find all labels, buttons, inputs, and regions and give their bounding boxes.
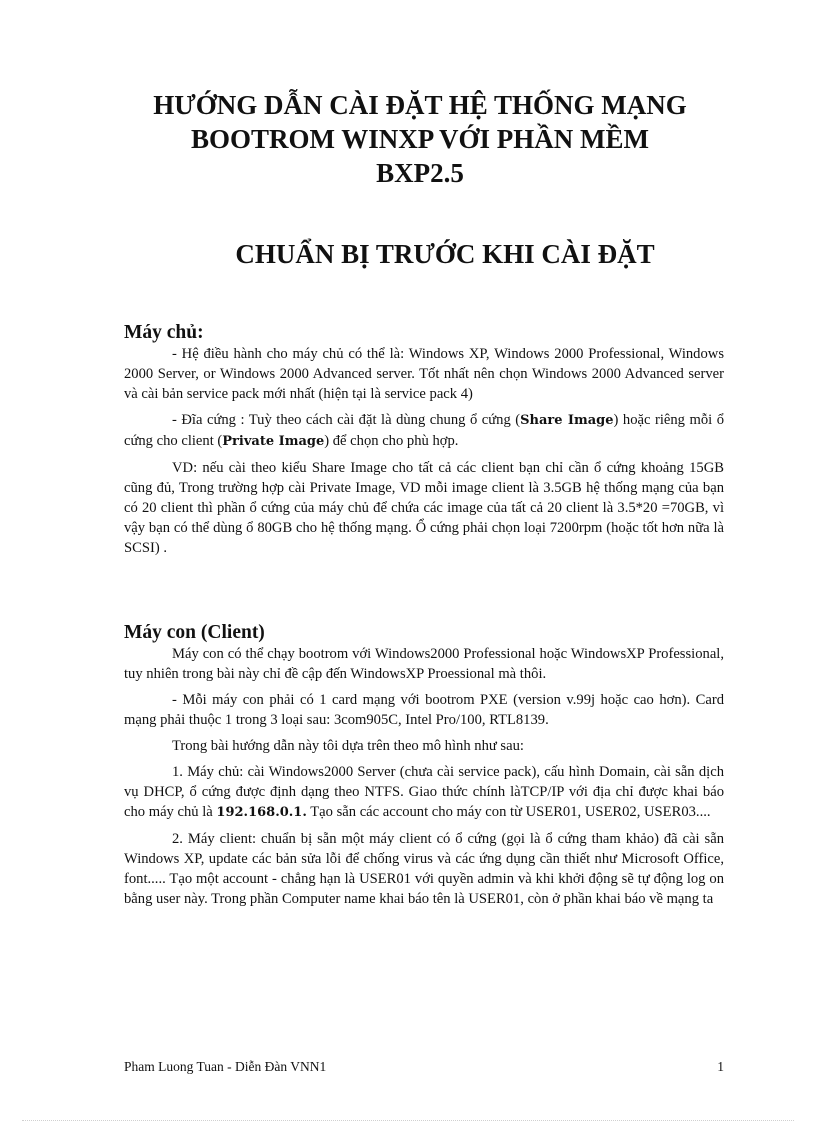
footer-author: Pham Luong Tuan - Diễn Đàn VNN1 <box>124 1059 327 1074</box>
section-title: CHUẨN BỊ TRƯỚC KHI CÀI ĐẶT <box>235 239 655 269</box>
server-example-paragraph: VD: nếu cài theo kiểu Share Image cho tất cả các client bạn chỉ cần ổ cứng khoảng 15GB cũng đủ, Trong trường hợp cài Private Image, VD mỗi image client là 3.5GB hệ thống mạng của bạn có 20 client thì phần ổ cứng của máy chủ để chứa các image của tất cả 20 client là 3.5*20 =70GB, vì vậy bạn có thể dùng ổ 80GB cho hệ thống mạng. Ổ cứng phải chọn loại 7200rpm (hoặc tốt hơn nữa là SCSI) . <box>124 460 724 556</box>
client-section <box>124 621 724 909</box>
server-ip-address: 192.168.0.1. <box>216 805 307 820</box>
server-setup-paragraph: 1. Máy chủ: cài Windows2000 Server (chưa cài service pack), cấu hình Domain, cài sẵn dịch vụ DHCP, ổ cứng được định dạng theo NTFS. Giao thức chính làTCP/IP với địa chỉ được khai báo cho máy chủ là 192.168.0.1. Tạo sẵn các account cho máy con từ USER01, USER02, USER03.... <box>124 764 724 820</box>
title-line-1: HƯỚNG DẪN CÀI ĐẶT HỆ THỐNG MẠNG <box>153 90 687 120</box>
server-os-paragraph: - Hệ điều hành cho máy chủ có thể là: Windows XP, Windows 2000 Professional, Windows 2000 Server, or Windows 2000 Advanced server. Tốt nhất nên chọn Windows 2000 Advanced server và cài bản service pack mới nhất (hiện tại là service pack 4) <box>124 346 724 402</box>
client-heading: Máy con (Client) <box>124 622 265 643</box>
page-edge-divider <box>22 1120 794 1121</box>
server-section <box>124 321 724 558</box>
page-number: 1 <box>717 1059 724 1074</box>
client-setup-paragraph: 2. Máy client: chuẩn bị sẵn một máy client có ổ cứng (gọi là ổ cứng tham khảo) đã cài sẵn Windows XP, update các bản sửa lỗi để chống virus và các ứng dụng cần thiết như Microsoft Office, font..... Tạo một account - chẳng hạn là USER01 với quyền admin và khi khởi động sẽ tự động log on bằng user này. Trong phần Computer name khai báo tên là USER01, còn ở phần khai báo về mạng ta <box>124 831 724 907</box>
page-footer <box>124 1058 724 1076</box>
share-image-term: Share Image <box>520 413 614 428</box>
document-title <box>110 88 730 190</box>
title-line-3: BXP2.5 <box>376 158 464 188</box>
client-os-paragraph: Máy con có thể chạy bootrom với Windows2000 Professional hoặc WindowsXP Professional, tuy nhiên trong bài này chỉ đề cập đến WindowsXP Proessional mà thôi. <box>124 646 724 682</box>
client-nic-paragraph: - Mỗi máy con phải có 1 card mạng với bootrom PXE (version v.99j hoặc cao hơn). Card mạng phải thuộc 1 trong 3 loại sau: 3com905C, Intel Pro/100, RTL8139. <box>124 692 724 728</box>
server-heading: Máy chủ: <box>124 322 204 343</box>
private-image-term: Private Image <box>222 434 325 449</box>
model-intro-paragraph: Trong bài hướng dẫn này tôi dựa trên theo mô hình như sau: <box>172 738 524 754</box>
title-line-2: BOOTROM WINXP VỚI PHẦN MỀM <box>190 124 649 154</box>
server-disk-paragraph: - Đĩa cứng : Tuỳ theo cách cài đặt là dùng chung ổ cứng (Share Image) hoặc riêng mỗi ổ cứng cho client (Private Image) để chọn cho phù hợp. <box>124 412 725 449</box>
